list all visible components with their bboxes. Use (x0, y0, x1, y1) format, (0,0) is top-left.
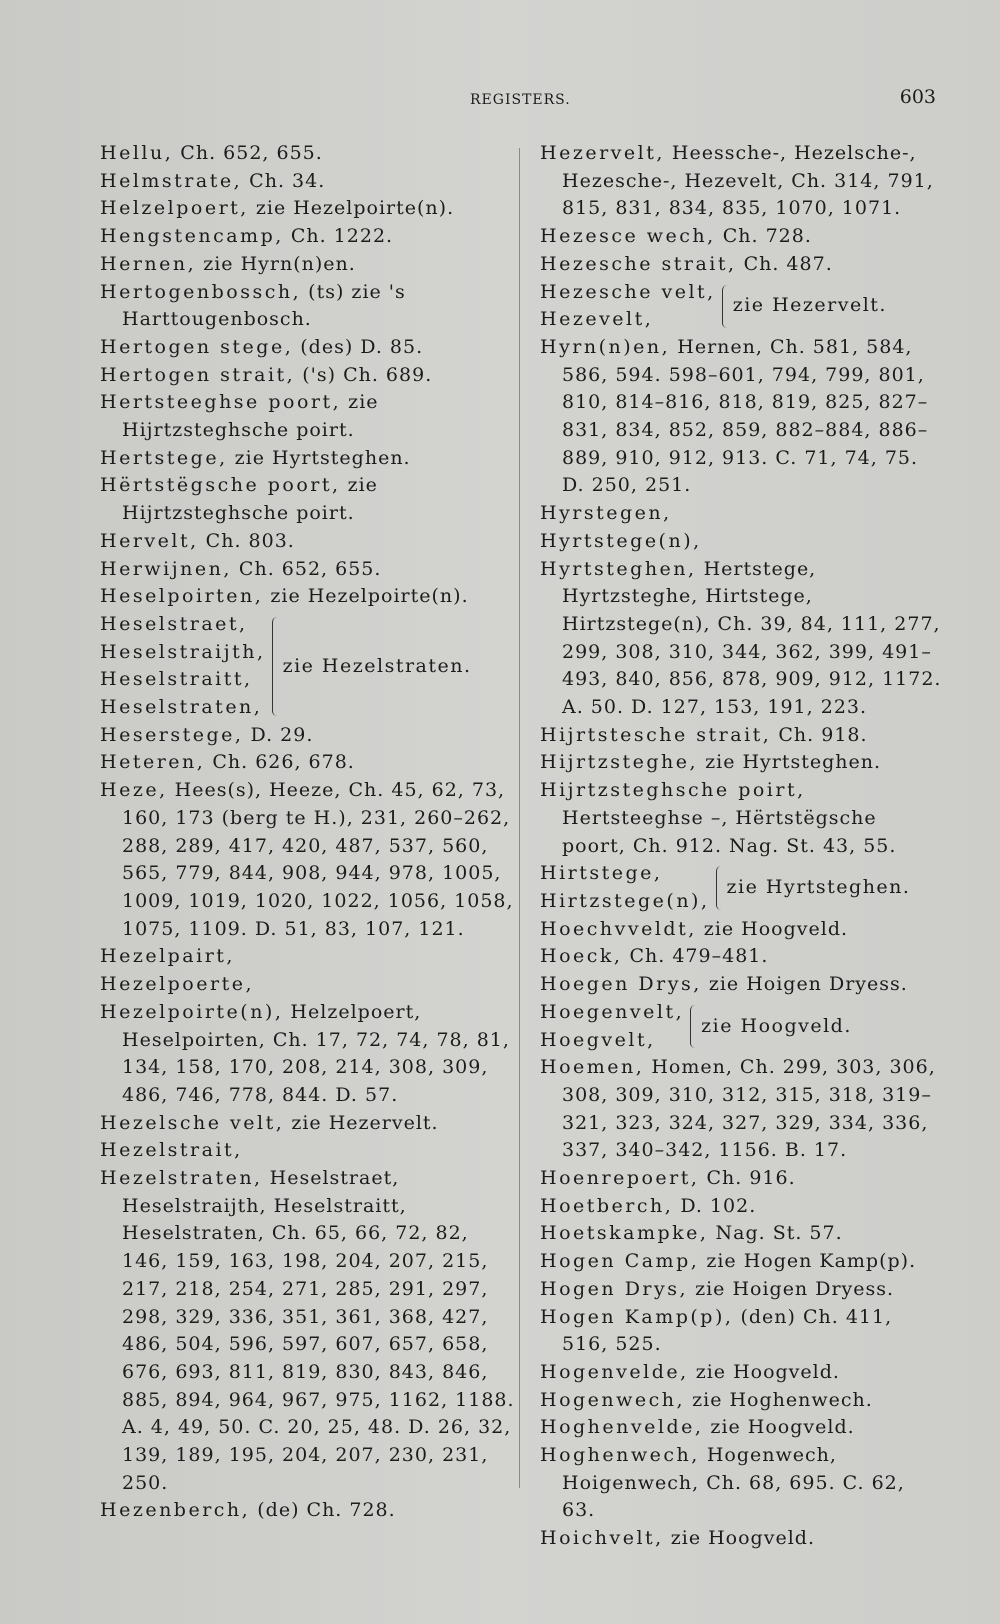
entry-references: Ch. 803. (198, 529, 295, 552)
index-entry (100, 1497, 515, 1525)
entry-headword: Hezervelt, (540, 142, 665, 164)
index-entry (540, 1276, 945, 1304)
curly-brace (690, 1005, 695, 1048)
index-entry (100, 1165, 515, 1497)
entry-references: Ch. 918. (771, 723, 868, 746)
entry-headword: Hertogenbossch, (100, 280, 302, 303)
brace-group-target: zie Hyrtsteghen. (726, 876, 911, 899)
entry-headword: Heteren, (100, 751, 206, 774)
index-entry (540, 971, 945, 999)
entry-headword: Hoghenvelde, (540, 1416, 704, 1439)
entry-headword: Hezenberch, (100, 1499, 251, 1522)
index-entry (100, 140, 515, 168)
index-entry (100, 1137, 515, 1165)
entry-headword: Hoeck, (540, 945, 623, 968)
entry-references: (ts) zie 's Harttougenbosch. (122, 280, 406, 331)
brace-group-line: Heselstraten, (100, 696, 263, 719)
index-entry (100, 722, 515, 750)
entry-references: zie Hijrtzsteghsche poirt. (122, 474, 378, 525)
entry-headword: Heserstege, (100, 723, 244, 746)
entry-headword: Hernen, (100, 252, 197, 275)
entry-headword: Hoetberch, (540, 1194, 674, 1217)
left-column (100, 140, 515, 1525)
brace-group-lines (540, 999, 684, 1054)
entry-references: zie Hoogveld. (688, 1360, 840, 1383)
entry-list (100, 140, 515, 611)
entry-references: Ch. 728. (715, 225, 812, 248)
entry-headword: Hogenvelde, (540, 1360, 689, 1383)
brace-group-lines (540, 860, 710, 915)
entry-references: (des) D. 85. (293, 335, 424, 358)
index-entry (100, 445, 515, 473)
index-entry (540, 1248, 945, 1276)
entry-headword: Hellu, (100, 142, 174, 164)
brace-group-target: zie Hoogveld. (701, 1014, 852, 1037)
index-entry (100, 223, 515, 251)
entry-references: Heessche-, Hezelsche-, Hezesche-, Hezevelt, Ch. 314, 791, 815, 831, 834, 835, 1070, 1071. (562, 142, 934, 220)
entry-headword: Hezelsche velt, (100, 1111, 285, 1134)
entry-references: Hogenwech, Hoigenwech, Ch. 68, 695. C. 62, 63. (562, 1444, 905, 1522)
entry-references: zie Hoogveld. (663, 1527, 815, 1550)
index-entry (540, 943, 945, 971)
index-entry (540, 1442, 945, 1525)
index-entry (100, 168, 515, 196)
entry-headword: Hyrn(n)en, (540, 335, 671, 358)
entry-headword: Hertogen strait, (100, 363, 296, 386)
brace-group-line: Hezevelt, (540, 308, 654, 331)
entry-headword: Hertstege, (100, 446, 228, 469)
entry-references: Hertstege, Hyrtzsteghe, Hirtstege, Hirtzstege(n), Ch. 39, 84, 111, 277, 299, 308, 310, 344, 362, 399, 491–493, 840, 856, 878, 909, 912, 1172. A. 50. D. 127, 153, 191, 223. (562, 557, 942, 719)
entry-references: (den) Ch. 411, 516, 525. (562, 1305, 893, 1356)
entry-references: Ch. 487. (736, 252, 833, 275)
brace-group-target: zie Hezervelt. (732, 294, 887, 317)
brace-group (540, 860, 945, 915)
entry-headword: Hogen Drys, (540, 1277, 689, 1300)
entry-headword: Hoetskampke, (540, 1222, 709, 1245)
entry-list (540, 334, 945, 860)
index-entry (540, 916, 945, 944)
entry-headword: Helmstrate, (100, 169, 243, 192)
page-number: 603 (899, 86, 936, 108)
entry-headword: Heze, (100, 779, 168, 802)
entry-headword: Hijrtzsteghe, (540, 751, 699, 774)
brace-group-line: Hezesche velt, (540, 280, 716, 303)
entry-headword: Hezelstraten, (100, 1167, 263, 1190)
index-entry (100, 583, 515, 611)
entry-references: zie Hyrtsteghen. (227, 446, 411, 469)
entry-headword: Hoenrepoert, (540, 1167, 700, 1190)
entry-references: Heselstraet, Heselstraijth, Heselstraitt, Heselstraten, Ch. 65, 66, 72, 82, 146, 159, 163, 198, 204, 207, 215, 217, 218, 254, 271, 285, 291, 297, 298, 329, 336, 351, 361, 368, 427, 486, 504, 596, 597, 607, 657, 658, 676, 693, 811, 819, 830, 843, 846, 885, 894, 964, 967, 975, 1162, 1188. A. 4, 49, 50. C. 20, 25, 48. D. 26, 32, 139, 189, 195, 204, 207, 230, 231, 250. (122, 1167, 515, 1494)
entry-references: zie Hezelpoirte(n). (248, 197, 455, 220)
entry-references: ('s) Ch. 689. (295, 363, 433, 386)
entry-references: Hernen, Ch. 581, 584, 586, 594. 598–601, 794, 799, 801, 810, 814–816, 818, 819, 825, 827–831, 834, 852, 859, 882–884, 886–889, 910, 912, 913. C. 71, 74, 75. D. 250, 251. (562, 335, 929, 497)
entry-list (100, 722, 515, 1525)
entry-headword: Hoechvveldt, (540, 917, 697, 940)
entry-references: Ch. 1222. (283, 225, 394, 248)
index-entry (540, 500, 945, 528)
entry-headword: Hezelpoerte, (100, 973, 254, 996)
index-entry (100, 943, 515, 971)
running-head: REGISTERS. (470, 92, 571, 108)
brace-group-target: zie Hezelstraten. (282, 654, 472, 677)
brace-group (540, 999, 945, 1054)
entry-headword: Hertogen stege, (100, 335, 294, 358)
index-entry (100, 472, 515, 527)
index-entry (100, 556, 515, 584)
entry-references: Ch. 626, 678. (205, 751, 355, 774)
entry-headword: Hogenwech, (540, 1388, 686, 1411)
entry-references: Hertsteeghse –, Hërtstëgsche poort, Ch. 912. Nag. St. 43, 55. (562, 806, 897, 857)
entry-headword: Hyrtstege(n), (540, 529, 702, 552)
entry-headword: Hoghenwech, (540, 1444, 700, 1467)
index-entry (100, 777, 515, 943)
index-entry (100, 251, 515, 279)
entry-references: (de) Ch. 728. (250, 1499, 396, 1522)
index-entry (540, 1304, 945, 1359)
entry-references: Homen, Ch. 299, 303, 306, 308, 309, 310, 312, 315, 318, 319–321, 323, 324, 327, 329, 334, 336, 337, 340–342, 1156. B. 17. (562, 1056, 936, 1162)
entry-headword: Hogen Camp, (540, 1250, 700, 1273)
index-entry (100, 362, 515, 390)
brace-group-lines (100, 611, 266, 722)
entry-references: zie Hoogveld. (703, 1416, 855, 1439)
index-entry (100, 971, 515, 999)
entry-references: Hees(s), Heeze, Ch. 45, 62, 73, 160, 173 (berg te H.), 231, 260–262, 288, 289, 417, 420, 487, 537, 560, 565, 779, 844, 908, 944, 978, 1005, 1009, 1019, 1020, 1022, 1056, 1058, 1075, 1109. D. 51, 83, 107, 121. (122, 779, 514, 940)
entry-headword: Hërtstëgsche poort, (100, 474, 341, 497)
index-entry (100, 195, 515, 223)
brace-group-lines (540, 279, 716, 334)
brace-group-line: Hirtstege, (540, 862, 663, 885)
brace-group-line: Hirtzstege(n), (540, 889, 710, 912)
entry-references: zie Hoghenwech. (685, 1388, 873, 1411)
entry-headword: Hezelpairt, (100, 945, 235, 968)
entry-headword: Hijrtzsteghsche poirt, (540, 779, 806, 802)
index-entry (540, 777, 945, 860)
index-entry (100, 999, 515, 1110)
index-entry (540, 1387, 945, 1415)
brace-group-line: Heselstraijth, (100, 640, 266, 663)
entry-references: Ch. 916. (699, 1167, 796, 1190)
brace-group (540, 279, 945, 334)
brace-group-line: Heselstraet, (100, 612, 248, 635)
curly-brace (272, 617, 277, 716)
entry-headword: Hyrtsteghen, (540, 557, 697, 580)
entry-references: zie Hezelpoirte(n). (263, 585, 469, 608)
index-entry (540, 528, 945, 556)
right-column (540, 140, 945, 1553)
index-entry (100, 389, 515, 444)
entry-references: zie Hoigen Dryess. (701, 973, 908, 996)
entry-headword: Hijrtstesche strait, (540, 723, 772, 746)
index-entry (540, 1165, 945, 1193)
index-entry (540, 1220, 945, 1248)
entry-references: Nag. St. 57. (708, 1222, 843, 1245)
index-entry (540, 140, 945, 223)
index-entry (540, 1359, 945, 1387)
entry-headword: Herwijnen, (100, 557, 232, 580)
entry-references: D. 102. (673, 1194, 757, 1217)
entry-headword: Hengstencamp, (100, 225, 284, 248)
index-entry (540, 1193, 945, 1221)
index-entry (100, 528, 515, 556)
index-entry (540, 722, 945, 750)
curly-brace (722, 285, 727, 328)
entry-headword: Hervelt, (100, 529, 199, 552)
entry-headword: Hoegen Drys, (540, 973, 702, 996)
entry-references: zie Hoogveld. (696, 917, 849, 940)
entry-references: zie Hoigen Dryess. (688, 1277, 895, 1300)
entry-references: Ch. 652, 655. (173, 142, 323, 164)
index-entry (100, 279, 515, 334)
index-entry (540, 1414, 945, 1442)
index-entry (540, 223, 945, 251)
index-entry (540, 556, 945, 722)
entry-headword: Hezesche strait, (540, 252, 737, 275)
entry-references: zie Hezervelt. (284, 1111, 439, 1134)
entry-references: Ch. 652, 655. (231, 557, 382, 580)
brace-group-line: Heselstraitt, (100, 668, 253, 691)
entry-headword: Helzelpoert, (100, 197, 249, 220)
entry-list (540, 916, 945, 999)
brace-group (100, 611, 515, 722)
entry-references: Ch. 479–481. (622, 945, 769, 968)
brace-group-line: Hoegenvelt, (540, 1000, 685, 1023)
entry-headword: Hyrstegen, (540, 502, 672, 525)
entry-headword: Hogen Kamp(p), (540, 1305, 734, 1328)
index-entry (540, 251, 945, 279)
index-entry (100, 749, 515, 777)
entry-references: Ch. 34. (242, 169, 326, 192)
brace-group-line: Hoegvelt, (540, 1028, 656, 1051)
index-entry (540, 1054, 945, 1165)
entry-headword: Heselpoirten, (100, 585, 264, 608)
index-entry (540, 1525, 945, 1553)
entry-headword: Hoemen, (540, 1056, 645, 1079)
entry-references: Helzelpoert, Heselpoirten, Ch. 17, 72, 74, 78, 81, 134, 158, 170, 208, 214, 308, 309, 486, 746, 778, 844. D. 57. (122, 1000, 510, 1106)
index-entry (540, 334, 945, 500)
entry-headword: Hoichvelt, (540, 1527, 664, 1550)
entry-references: zie Hyrn(n)en. (196, 252, 356, 275)
index-entry (540, 749, 945, 777)
entry-references: zie Hogen Kamp(p). (699, 1250, 917, 1273)
entry-references: D. 29. (243, 723, 314, 746)
entry-list (540, 140, 945, 279)
column-divider (519, 148, 520, 1488)
curly-brace (716, 866, 721, 909)
entry-list (540, 1054, 945, 1553)
entry-headword: Hezelpoirte(n), (100, 1000, 284, 1023)
index-entry (100, 334, 515, 362)
entry-headword: Hezesce wech, (540, 225, 716, 248)
entry-references: zie Hijrtzsteghsche poirt. (122, 391, 379, 442)
entry-references: zie Hyrtsteghen. (698, 751, 882, 774)
entry-headword: Hezelstrait, (100, 1139, 243, 1162)
entry-headword: Hertsteeghse poort, (100, 391, 342, 414)
index-entry (100, 1110, 515, 1138)
